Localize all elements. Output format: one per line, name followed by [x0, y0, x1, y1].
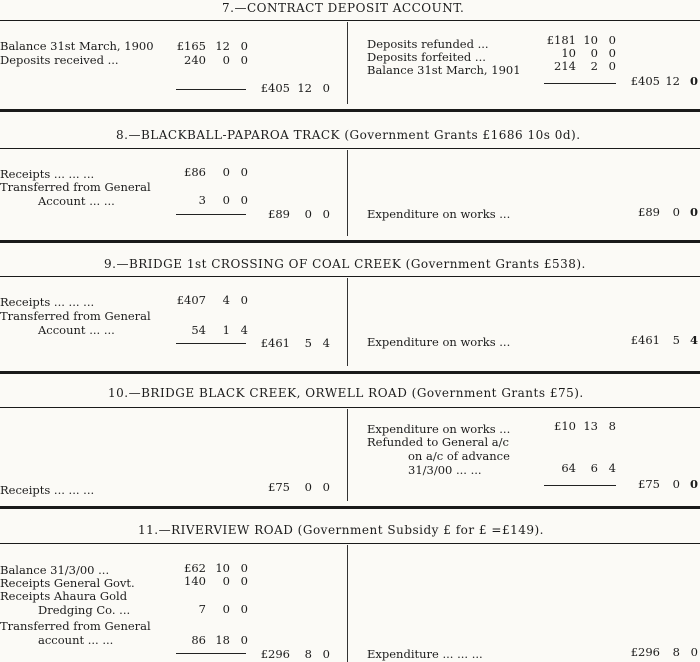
section-10-top-rule — [0, 407, 700, 408]
entry-pounds: £407 — [176, 293, 206, 307]
section-9-top-rule — [0, 276, 700, 277]
entry-pence: 4 — [608, 461, 616, 475]
entry-shillings: 0 — [222, 193, 230, 207]
entry-shillings: 0 — [222, 602, 230, 616]
section-9-left-sum-line — [176, 343, 246, 344]
total-pence: 0 — [690, 645, 698, 659]
entry-shillings: 2 — [590, 59, 598, 73]
entry-label: Account ... ... — [38, 323, 115, 337]
entry-pence: 0 — [240, 293, 248, 307]
section-7-bottom-rule — [0, 109, 700, 112]
total-pounds: £405 — [260, 81, 290, 95]
total-pence: 0 — [689, 205, 698, 219]
total-pounds: £75 — [638, 477, 660, 491]
total-shillings: 5 — [672, 333, 680, 347]
entry-pence: 0 — [608, 46, 616, 60]
total-pence: 4 — [322, 336, 330, 350]
section-8-bottom-rule — [0, 240, 700, 243]
entry-pounds: 7 — [198, 602, 206, 616]
total-pence: 0 — [322, 207, 330, 221]
entry-label: Receipts Ahaura Gold — [0, 589, 128, 603]
section-10-bottom-rule — [0, 506, 700, 509]
entry-pounds: 140 — [184, 574, 206, 588]
total-shillings: 0 — [672, 477, 680, 491]
total-shillings: 8 — [304, 647, 312, 661]
entry-pounds: 3 — [198, 193, 206, 207]
entry-label: Balance 31st March, 1901 — [367, 63, 521, 77]
entry-pounds: £62 — [184, 561, 206, 575]
section-11-expenditure-label: Expenditure ... ... ... — [367, 647, 483, 661]
entry-label: Deposits refunded ... — [367, 37, 489, 51]
entry-shillings: 4 — [222, 293, 230, 307]
entry-label: 31/3/00 ... ... — [408, 463, 482, 477]
entry-label: Deposits received ... — [0, 53, 119, 67]
entry-shillings: 18 — [215, 633, 230, 647]
entry-label: Receipts General Govt. — [0, 576, 135, 590]
total-shillings: 0 — [304, 207, 312, 221]
section-8-top-rule — [0, 148, 700, 149]
entry-pounds: £10 — [554, 419, 576, 433]
entry-shillings: 12 — [215, 39, 230, 53]
entry-pounds: 64 — [561, 461, 576, 475]
entry-shillings: 0 — [590, 46, 598, 60]
entry-pounds: £86 — [184, 165, 206, 179]
total-shillings: 12 — [297, 81, 312, 95]
entry-pence: 0 — [240, 53, 248, 67]
entry-label: Balance 31st March, 1900 — [0, 39, 154, 53]
total-shillings: 8 — [672, 645, 680, 659]
entry-pounds: £165 — [176, 39, 206, 53]
total-pounds: £89 — [268, 207, 290, 221]
entry-shillings: 0 — [222, 574, 230, 588]
entry-label: Transferred from General — [0, 619, 151, 633]
total-pence: 0 — [689, 477, 698, 491]
entry-shillings: 0 — [222, 53, 230, 67]
section-11-divider — [347, 545, 348, 662]
total-pounds: £89 — [638, 205, 660, 219]
section-11-title: 11.—RIVERVIEW ROAD (Government Subsidy £ for £ =£149). — [138, 523, 544, 537]
total-pence: 0 — [322, 81, 330, 95]
entry-pounds: £181 — [546, 33, 576, 47]
entry-pence: 0 — [240, 165, 248, 179]
entry-pence: 0 — [240, 561, 248, 575]
entry-label: Receipts ... ... ... — [0, 295, 95, 309]
total-shillings: 12 — [665, 74, 680, 88]
entry-pounds: 54 — [191, 323, 206, 337]
section-11-left-sum-line — [176, 653, 246, 654]
section-10-divider — [347, 409, 348, 501]
entry-pounds: 86 — [191, 633, 206, 647]
entry-label: Expenditure on works ... — [367, 422, 511, 436]
section-8-divider — [347, 150, 348, 236]
entry-label: on a/c of advance — [408, 449, 510, 463]
total-shillings: 0 — [672, 205, 680, 219]
entry-pence: 8 — [608, 419, 616, 433]
entry-pence: 0 — [608, 59, 616, 73]
total-pounds: £296 — [260, 647, 290, 661]
entry-label: account ... ... — [38, 633, 114, 647]
section-8-left-sum-line — [176, 214, 246, 215]
section-10-right-sum-line — [544, 485, 616, 486]
total-pounds: £405 — [630, 74, 660, 88]
total-pence: 0 — [322, 647, 330, 661]
section-10-title: 10.—BRIDGE BLACK CREEK, ORWELL ROAD (Government Grants £75). — [108, 386, 584, 400]
section-8-expenditure-label: Expenditure on works ... — [367, 207, 511, 221]
entry-pence: 0 — [240, 39, 248, 53]
entry-pence: 0 — [608, 33, 616, 47]
entry-shillings: 13 — [583, 419, 598, 433]
total-shillings: 0 — [304, 480, 312, 494]
section-9-bottom-rule — [0, 371, 700, 374]
entry-label: Transferred from General — [0, 309, 151, 323]
entry-label: Receipts ... ... ... — [0, 167, 95, 181]
total-pence: 0 — [689, 74, 698, 88]
entry-shillings: 6 — [590, 461, 598, 475]
entry-pence: 4 — [240, 323, 248, 337]
entry-pence: 0 — [240, 193, 248, 207]
section-8-title: 8.—BLACKBALL-PAPAROA TRACK (Government Grants £1686 10s 0d). — [116, 128, 581, 142]
section-7-left-sum-line — [176, 89, 246, 90]
entry-shillings: 10 — [215, 561, 230, 575]
entry-label: Transferred from General — [0, 180, 151, 194]
total-shillings: 5 — [304, 336, 312, 350]
entry-pounds: 214 — [554, 59, 576, 73]
entry-pence: 0 — [240, 574, 248, 588]
entry-shillings: 0 — [222, 165, 230, 179]
entry-label: Deposits forfeited ... — [367, 50, 486, 64]
section-9-title: 9.—BRIDGE 1st CROSSING OF COAL CREEK (Government Grants £538). — [104, 257, 586, 271]
entry-label: Balance 31/3/00 ... — [0, 563, 110, 577]
entry-label: Account ... ... — [38, 194, 115, 208]
total-pounds: £461 — [260, 336, 290, 350]
section-7-top-rule — [0, 20, 700, 21]
total-pounds: £75 — [268, 480, 290, 494]
entry-label: Refunded to General a/c — [367, 435, 509, 449]
section-9-expenditure-label: Expenditure on works ... — [367, 335, 511, 349]
section-7-right-sum-line — [544, 83, 616, 84]
section-7-title: 7.—CONTRACT DEPOSIT ACCOUNT. — [222, 1, 465, 15]
total-pounds: £461 — [630, 333, 660, 347]
entry-label: Dredging Co. ... — [38, 603, 131, 617]
entry-pounds: 10 — [561, 46, 576, 60]
total-pence: 4 — [689, 333, 698, 347]
section-11-top-rule — [0, 543, 700, 544]
entry-shillings: 1 — [222, 323, 230, 337]
entry-shillings: 10 — [583, 33, 598, 47]
section-10-receipts-label: Receipts ... ... ... — [0, 483, 95, 497]
total-pounds: £296 — [630, 645, 660, 659]
entry-pence: 0 — [240, 602, 248, 616]
entry-pounds: 240 — [184, 53, 206, 67]
entry-pence: 0 — [240, 633, 248, 647]
section-7-divider — [347, 22, 348, 104]
section-9-divider — [347, 278, 348, 366]
total-pence: 0 — [322, 480, 330, 494]
